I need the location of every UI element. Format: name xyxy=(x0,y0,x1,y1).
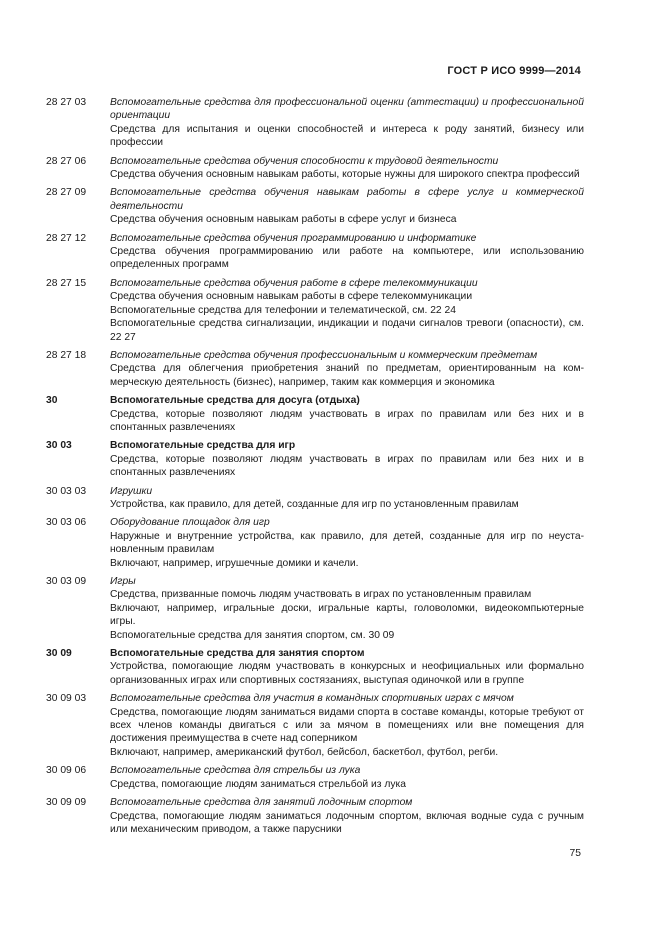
classification-list xyxy=(46,96,584,841)
entry-description: Устройства, помогающие людям участвовать в конкурсных и неофициальных или формально организованных играх или спортивных состязаниях, выступая одиночкой или в группе xyxy=(110,661,584,686)
entry-description: Средства, призванные помочь людям участвовать в играх по установленным правилам xyxy=(110,589,532,601)
classification-entry xyxy=(46,155,584,182)
entry-body xyxy=(110,186,584,226)
entry-body xyxy=(110,516,584,570)
entry-description: Средства, помогающие людям заниматься лодочным спортом, включая водные суда с ручным или механическим приводом, а также парусники xyxy=(110,810,584,835)
entry-title: Вспомогательные средства обучения программированию и информатике xyxy=(110,232,477,244)
entry-title: Игрушки xyxy=(110,485,153,497)
entry-description: Наружные и внутренние устройства, как правило, для детей, созданные для игр по неустановленным правилам xyxy=(110,530,584,556)
classification-entry xyxy=(46,96,584,150)
entry-body xyxy=(110,764,584,791)
classification-entry xyxy=(46,796,584,836)
classification-entry xyxy=(46,439,584,479)
entry-body xyxy=(110,796,584,836)
entry-description: Средства, помогающие людям заниматься стрельбой из лука xyxy=(110,778,406,790)
entry-description: Средства, которые позволяют людям участвовать в играх по правилам или без них и в спонтанных развлечениях xyxy=(110,408,584,433)
entry-body xyxy=(110,96,584,150)
entry-code: 28 27 09 xyxy=(46,187,87,199)
entry-body xyxy=(110,155,584,182)
entry-title: Вспомогательные средства обучения способности к трудовой деятельности xyxy=(110,155,499,167)
classification-entry xyxy=(46,394,584,434)
entry-title: Вспомогательные средства для стрельбы из лука xyxy=(110,765,361,777)
classification-entry xyxy=(46,186,584,226)
classification-entry xyxy=(46,277,584,344)
entry-title: Оборудование площадок для игр xyxy=(110,517,270,529)
entry-code: 30 03 06 xyxy=(46,517,87,529)
entry-code: 30 09 06 xyxy=(46,765,87,777)
entry-description: Средства обучения основным навыкам работы в сфере услуг и бизнеса xyxy=(110,214,457,226)
entry-title: Вспомогательные средства для занятий лодочным спортом xyxy=(110,797,413,809)
entry-description: Устройства, как правило, для детей, созданные для игр по установленным правилам xyxy=(110,498,519,510)
page-number: 75 xyxy=(569,848,581,859)
entry-title: Вспомогательные средства для игр xyxy=(110,440,296,452)
entry-description: Средства для испытания и оценки способностей и интереса к роду занятий, бизнесу или профессии xyxy=(110,123,584,149)
entry-code: 28 27 03 xyxy=(46,97,87,108)
entry-description: Средства, которые позволяют людям участвовать в играх по правилам или без них и в спонтанных развлечениях xyxy=(110,453,584,479)
entry-description: Включают, например, игрушечные домики и качели. xyxy=(110,557,359,569)
document-header: ГОСТ Р ИСО 9999—2014 xyxy=(447,65,581,77)
entry-description: Средства обучения основным навыкам работы, которые нужны для широкого спектра профессий xyxy=(110,169,580,181)
entry-body xyxy=(110,439,584,479)
entry-body xyxy=(110,692,584,759)
classification-entry xyxy=(46,692,584,759)
classification-entry xyxy=(46,232,584,272)
entry-description: Вспомогательные средства для занятия спортом, см. 30 09 xyxy=(110,629,395,641)
entry-code: 30 09 xyxy=(46,648,72,660)
entry-description: Включают, например, американский футбол, бейсбол, баскетбол, футбол, регби. xyxy=(110,746,499,758)
classification-entry xyxy=(46,647,584,687)
entry-title: Вспомогательные средства для профессиональной оценки (аттестации) и профессиональной ориентации xyxy=(110,97,584,122)
classification-entry xyxy=(46,516,584,570)
entry-code: 30 03 03 xyxy=(46,485,87,497)
entry-code: 28 27 18 xyxy=(46,349,87,361)
entry-body xyxy=(110,485,584,512)
entry-code: 30 09 03 xyxy=(46,693,87,705)
classification-entry xyxy=(46,575,584,642)
entry-code: 28 27 15 xyxy=(46,277,87,289)
entry-body xyxy=(110,277,584,344)
entry-code: 30 xyxy=(46,395,58,407)
entry-description: Средства, помогающие людям заниматься видами спорта в составе команды, которые требуют от всех членов команды двигаться с или за мячом в помещениях или вне помещения для достижения преимущества в счете над соперником xyxy=(110,706,584,745)
entry-body xyxy=(110,575,584,642)
entry-body xyxy=(110,349,584,389)
entry-title: Вспомогательные средства для досуга (отдыха) xyxy=(110,395,360,407)
entry-description: Вспомогательные средства для телефонии и телематической, см. 22 24 xyxy=(110,304,456,316)
entry-description: Вспомогательные средства сигнализации, индикации и подачи сигналов тревоги (опасности), см. 22 27 xyxy=(110,318,584,343)
classification-entry xyxy=(46,485,584,512)
entry-code: 30 03 09 xyxy=(46,576,87,587)
entry-description: Включают, например, игральные доски, игральные карты, головоломки, видеокомпьютерные игры. xyxy=(110,602,584,628)
entry-body xyxy=(110,232,584,272)
entry-title: Вспомогательные средства для участия в командных спортивных играх с мячом xyxy=(110,693,514,705)
entry-title: Вспомогательные средства обучения навыкам работы в сфере услуг и коммерческой деятельности xyxy=(110,187,584,212)
entry-code: 30 09 09 xyxy=(46,797,87,809)
entry-body xyxy=(110,647,584,687)
entry-code: 30 03 xyxy=(46,440,72,452)
entry-description: Средства обучения программированию или работе на компьютере, или использованию определенных программ xyxy=(110,246,584,271)
classification-entry xyxy=(46,764,584,791)
entry-title: Вспомогательные средства для занятия спортом xyxy=(110,648,365,660)
entry-description: Средства для облегчения приобретения знаний по предметам, ориентированным на коммерческую деятельность (бизнес), например, таким как коммерция и экономика xyxy=(110,363,584,388)
entry-code: 28 27 12 xyxy=(46,232,87,244)
entry-title: Вспомогательные средства обучения работе в сфере телекоммуникации xyxy=(110,277,478,289)
entry-description: Средства обучения основным навыкам работы в сфере телекоммуникации xyxy=(110,291,473,303)
entry-title: Вспомогательные средства обучения профессиональным и коммерческим предметам xyxy=(110,349,538,361)
entry-title: Игры xyxy=(110,576,136,587)
entry-body xyxy=(110,394,584,434)
classification-entry xyxy=(46,349,584,389)
entry-code: 28 27 06 xyxy=(46,155,87,167)
